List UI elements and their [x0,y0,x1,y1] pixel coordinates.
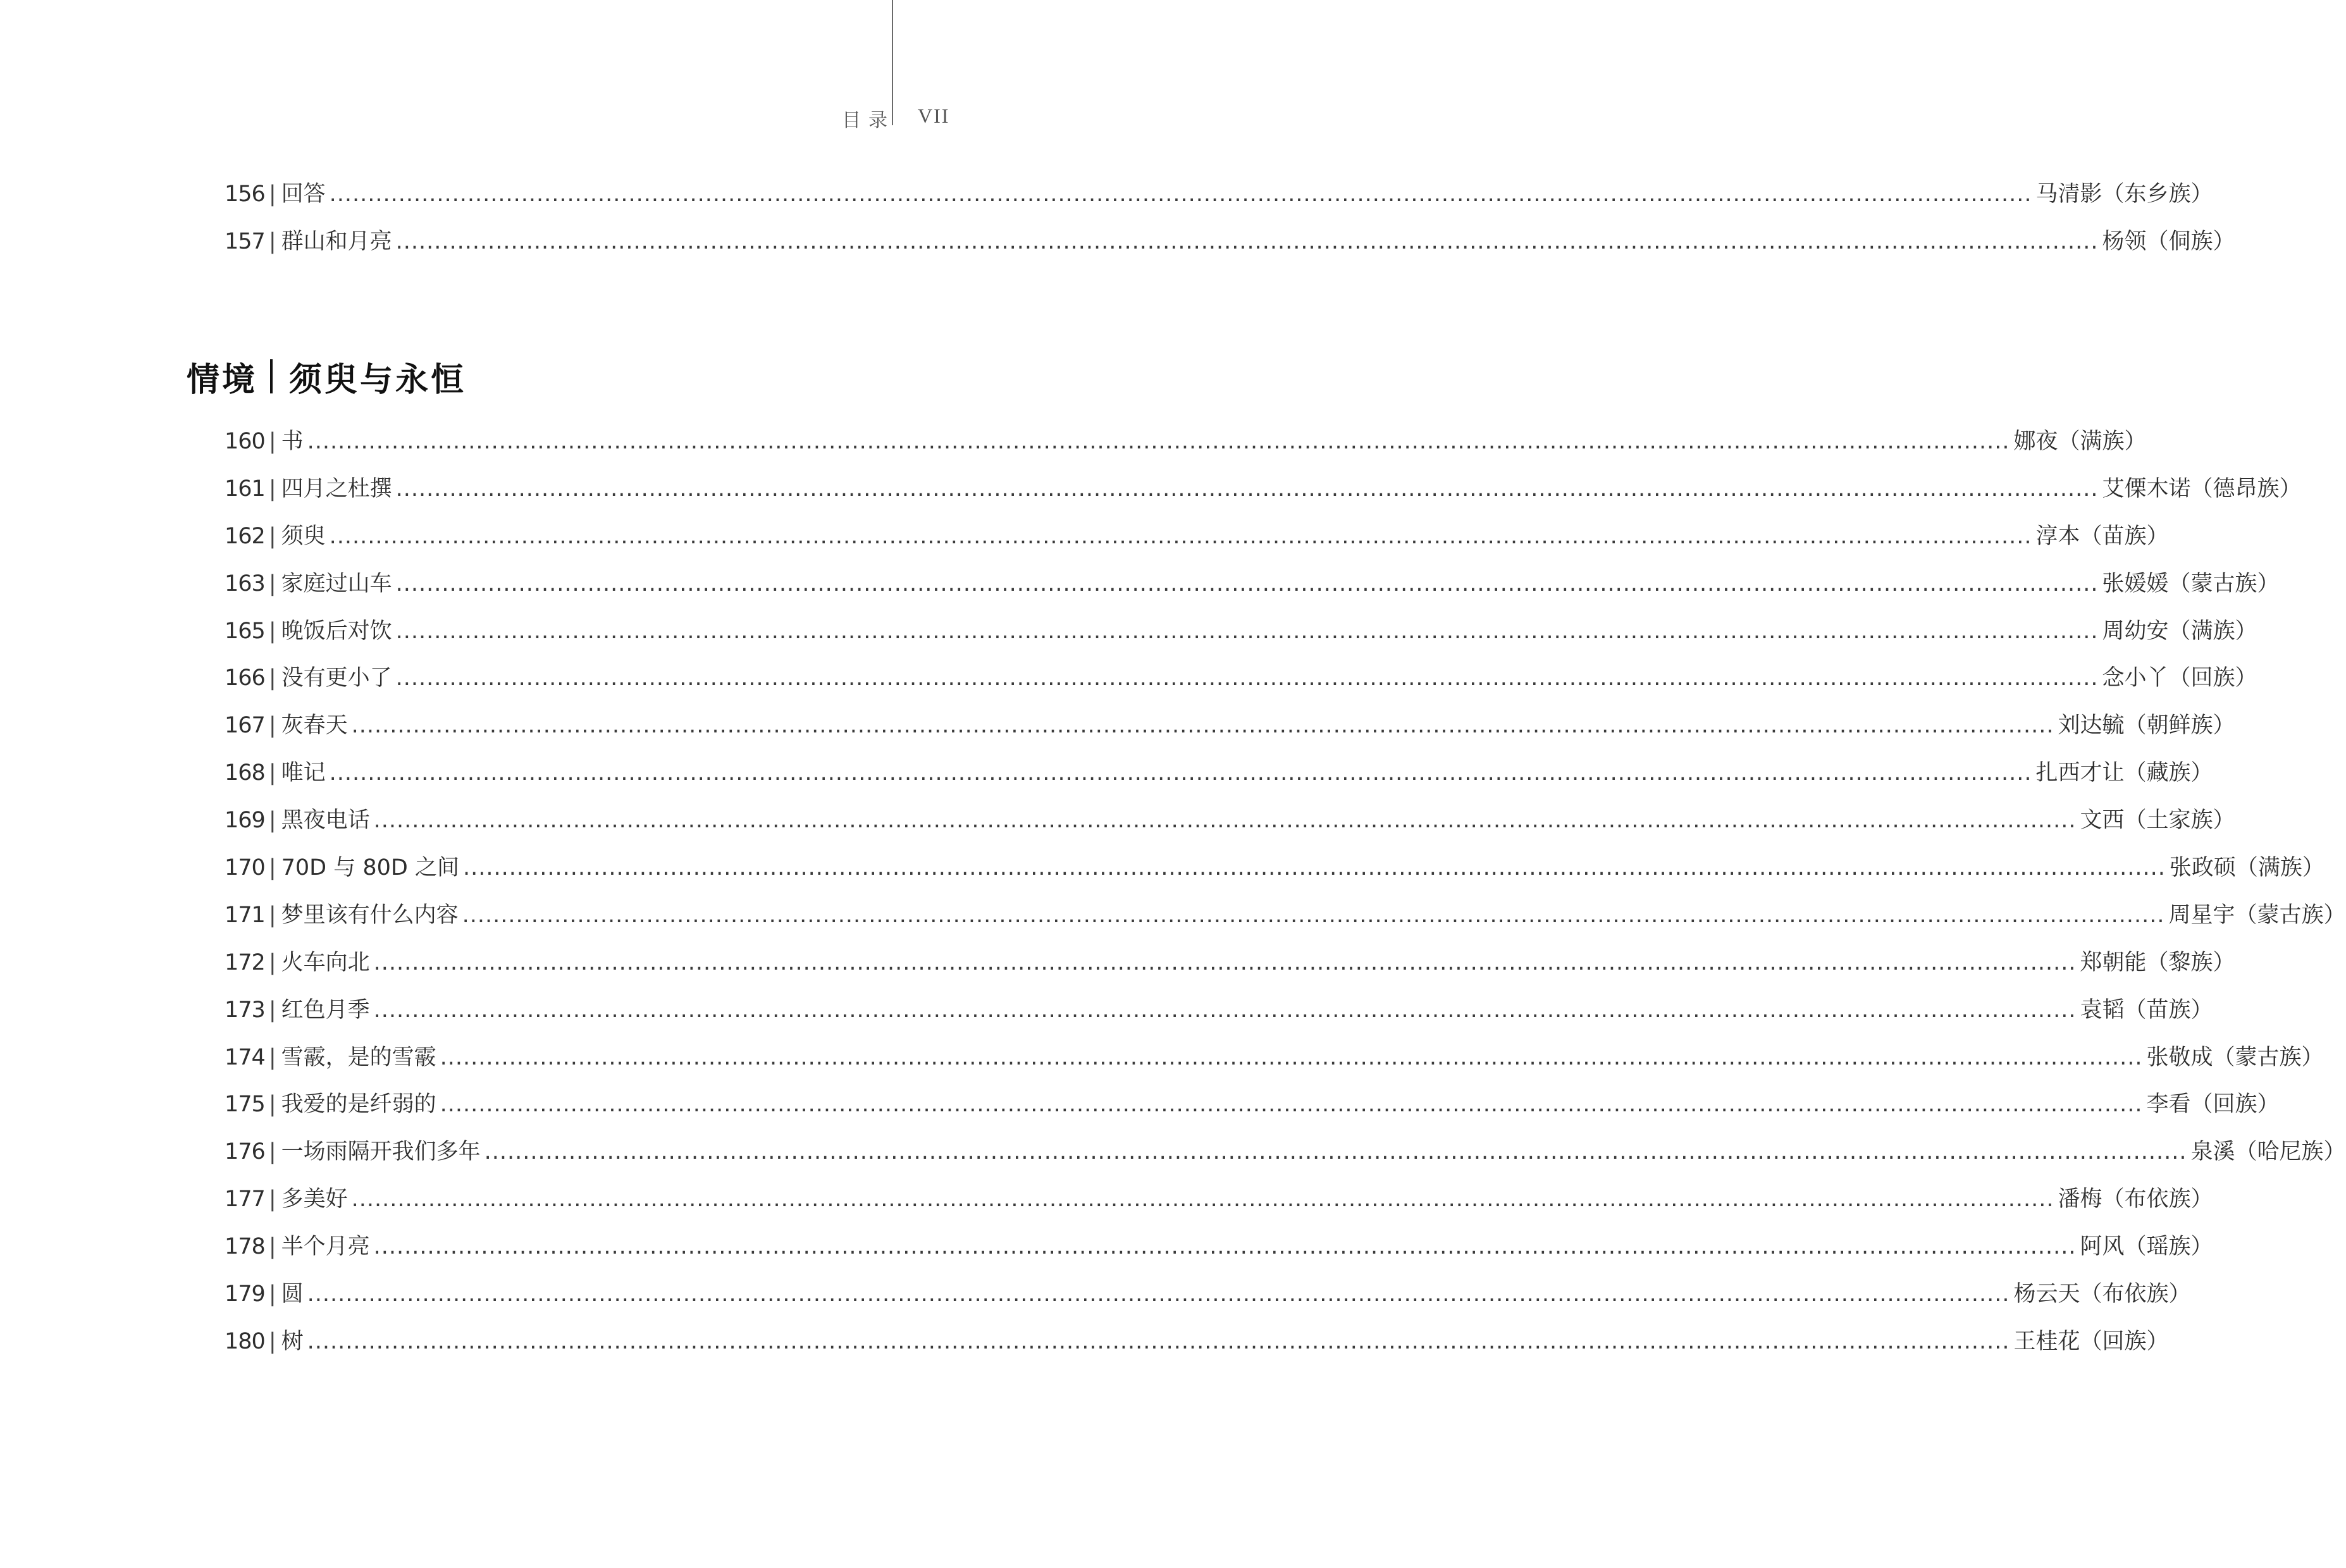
toc-ethnicity: （苗族） [2080,523,2169,549]
toc-entry [225,614,2257,661]
toc-page-number: 162 [225,523,265,549]
toc-dot-leader: .............................................................................................................................................................................................................................. [373,949,2077,975]
section-heading [187,351,466,402]
toc-dot-leader: .............................................................................................................................................................................................................................. [395,571,2099,596]
toc-separator: | [268,997,276,1023]
toc-page-number: 156 [225,182,265,207]
toc-dot-leader: .............................................................................................................................................................................................................................. [329,523,2032,549]
toc-entry [225,1276,2191,1324]
toc-dot-leader: .............................................................................................................................................................................................................................. [351,713,2054,739]
toc-dot-leader: .............................................................................................................................................................................................................................. [373,1234,2077,1260]
toc-dot-leader: .............................................................................................................................................................................................................................. [329,760,2032,786]
toc-page-number: 179 [225,1281,265,1307]
toc-title: 圆 [281,1281,304,1307]
toc-author: 文西 [2080,808,2125,834]
toc-title: 多美好 [281,1187,348,1213]
toc-list-top [225,176,2235,271]
toc-author: 马清影 [2035,182,2102,207]
toc-author: 张敬成 [2146,1044,2213,1070]
toc-author: 扎西才让 [2035,760,2125,786]
toc-dot-leader: .............................................................................................................................................................................................................................. [307,1281,2010,1307]
toc-dot-leader: .............................................................................................................................................................................................................................. [395,618,2099,644]
toc-page-number: 167 [225,713,265,739]
toc-dot-leader: .............................................................................................................................................................................................................................. [307,1328,2010,1354]
toc-author: 杨云天 [2013,1281,2080,1307]
toc-author: 李看 [2146,1092,2191,1118]
toc-page-number: 180 [225,1328,265,1354]
toc-ethnicity: （蒙古族） [2235,902,2346,928]
toc-title: 没有更小了 [281,665,392,691]
toc-ethnicity: （德昂族） [2190,476,2302,502]
toc-dot-leader: .............................................................................................................................................................................................................................. [329,182,2032,207]
toc-page-number: 174 [225,1044,265,1070]
toc-page-number: 176 [225,1139,265,1165]
toc-entry [225,945,2235,992]
toc-dot-leader: .............................................................................................................................................................................................................................. [351,1187,2054,1213]
toc-separator: | [268,760,276,786]
toc-entry [225,1134,2346,1182]
toc-page-number: 160 [225,429,265,454]
toc-list-main [225,424,2346,1371]
toc-entry [225,1182,2213,1229]
toc-title: 回答 [281,182,326,207]
toc-author: 淳本 [2035,523,2080,549]
toc-ethnicity: （黎族） [2146,949,2235,975]
toc-separator: | [268,1281,276,1307]
toc-page-number: 178 [225,1234,265,1260]
toc-page-number: 169 [225,808,265,834]
toc-page-number: 170 [225,855,265,881]
toc-ethnicity: （满族） [2058,429,2147,454]
toc-entry [225,850,2324,898]
toc-title: 雪霰，是的雪霰 [281,1044,436,1070]
toc-ethnicity: （侗族） [2146,228,2235,254]
toc-author: 念小丫 [2102,665,2169,691]
toc-dot-leader: .............................................................................................................................................................................................................................. [395,476,2099,502]
toc-author: 泉溪 [2190,1139,2235,1165]
toc-entry [225,566,2280,614]
toc-dot-leader: .............................................................................................................................................................................................................................. [462,855,2166,881]
toc-ethnicity: （满族） [2235,855,2324,881]
toc-page-number: 168 [225,760,265,786]
toc-entry [225,1087,2280,1134]
toc-author: 杨领 [2102,228,2147,254]
section-heading-part-a: 情境 [187,360,258,399]
toc-separator: | [268,808,276,834]
toc-author: 潘梅 [2058,1187,2102,1213]
toc-author: 娜夜 [2013,429,2058,454]
toc-title: 唯记 [281,760,326,786]
toc-entry [225,176,2213,224]
toc-page-number: 177 [225,1187,265,1213]
toc-dot-leader: .............................................................................................................................................................................................................................. [395,228,2099,254]
toc-separator: | [268,476,276,502]
toc-author: 张政硕 [2169,855,2236,881]
toc-separator: | [268,429,276,454]
toc-dot-leader: .............................................................................................................................................................................................................................. [484,1139,2187,1165]
toc-entry [225,424,2147,471]
toc-dot-leader: .............................................................................................................................................................................................................................. [462,902,2165,928]
toc-ethnicity: （蒙古族） [2213,1044,2324,1070]
toc-title: 红色月季 [281,997,370,1023]
toc-separator: | [268,1044,276,1070]
header-section-label: 目录 [842,109,895,132]
toc-entry [225,224,2235,271]
toc-page-number: 157 [225,228,265,254]
toc-dot-leader: .............................................................................................................................................................................................................................. [440,1044,2143,1070]
toc-dot-leader: .............................................................................................................................................................................................................................. [307,429,2010,454]
toc-ethnicity: （朝鲜族） [2124,713,2235,739]
toc-separator: | [268,1328,276,1354]
toc-ethnicity: （东乡族） [2102,182,2213,207]
section-heading-divider [270,359,273,393]
toc-title: 70D 与 80D 之间 [281,855,459,881]
toc-separator: | [268,1234,276,1260]
toc-separator: | [268,523,276,549]
toc-page-number: 172 [225,949,265,975]
toc-dot-leader: .............................................................................................................................................................................................................................. [373,808,2077,834]
toc-title: 须臾 [281,523,326,549]
toc-page-number: 171 [225,902,265,928]
toc-ethnicity: （布依族） [2102,1187,2213,1213]
toc-entry [225,660,2257,708]
section-heading-part-b: 须臾与永恒 [289,360,467,399]
toc-title: 火车向北 [281,949,370,975]
running-header [822,104,974,130]
toc-separator: | [268,182,276,207]
toc-title: 灰春天 [281,713,348,739]
toc-page-number: 165 [225,618,265,644]
toc-separator: | [268,1187,276,1213]
toc-separator: | [268,571,276,596]
toc-page-number: 163 [225,571,265,596]
toc-title: 黑夜电话 [281,808,370,834]
toc-separator: | [268,1092,276,1118]
toc-ethnicity: （蒙古族） [2168,571,2280,596]
toc-author: 刘达毓 [2058,713,2125,739]
toc-separator: | [268,665,276,691]
toc-entry [225,471,2302,519]
toc-title: 群山和月亮 [281,228,392,254]
toc-title: 树 [281,1328,304,1354]
toc-author: 阿风 [2080,1234,2125,1260]
toc-page-number: 175 [225,1092,265,1118]
toc-title: 一场雨隔开我们多年 [281,1139,481,1165]
toc-ethnicity: （哈尼族） [2235,1139,2346,1165]
toc-ethnicity: （回族） [2168,665,2257,691]
toc-ethnicity: （藏族） [2124,760,2213,786]
toc-author: 袁韬 [2080,997,2125,1023]
toc-entry [225,898,2346,945]
toc-separator: | [268,902,276,928]
toc-author: 周星宇 [2168,902,2235,928]
toc-title: 书 [281,429,304,454]
toc-title: 晚饭后对饮 [281,618,392,644]
toc-entry [225,755,2213,803]
toc-dot-leader: .............................................................................................................................................................................................................................. [373,997,2077,1023]
toc-ethnicity: （回族） [2080,1328,2169,1354]
toc-entry [225,1040,2324,1087]
toc-ethnicity: （布依族） [2080,1281,2191,1307]
toc-page-number: 166 [225,665,265,691]
toc-ethnicity: （土家族） [2124,808,2235,834]
toc-ethnicity: （瑶族） [2124,1234,2213,1260]
toc-entry [225,708,2235,755]
toc-ethnicity: （回族） [2190,1092,2280,1118]
toc-author: 周幼安 [2102,618,2169,644]
toc-author: 王桂花 [2013,1328,2080,1354]
toc-separator: | [268,855,276,881]
toc-separator: | [268,1139,276,1165]
toc-dot-leader: .............................................................................................................................................................................................................................. [440,1092,2143,1118]
toc-page-number: 161 [225,476,265,502]
toc-title: 半个月亮 [281,1234,370,1260]
toc-author: 艾傈木诺 [2102,476,2191,502]
toc-title: 四月之杜撰 [281,476,392,502]
toc-entry [225,519,2169,566]
toc-entry [225,1324,2169,1371]
toc-page-number: 173 [225,997,265,1023]
toc-title: 家庭过山车 [281,571,392,596]
toc-entry [225,803,2235,850]
toc-title: 梦里该有什么内容 [281,902,459,928]
toc-entry [225,1229,2213,1276]
toc-separator: | [268,618,276,644]
toc-separator: | [268,949,276,975]
toc-separator: | [268,713,276,739]
toc-title: 我爱的是纤弱的 [281,1092,436,1118]
toc-ethnicity: （满族） [2168,618,2257,644]
header-page-number: VII [918,104,950,127]
toc-author: 郑朝能 [2080,949,2147,975]
toc-separator: | [268,228,276,254]
toc-entry [225,992,2213,1040]
toc-dot-leader: .............................................................................................................................................................................................................................. [395,665,2099,691]
toc-ethnicity: （苗族） [2124,997,2213,1023]
toc-author: 张媛媛 [2102,571,2169,596]
